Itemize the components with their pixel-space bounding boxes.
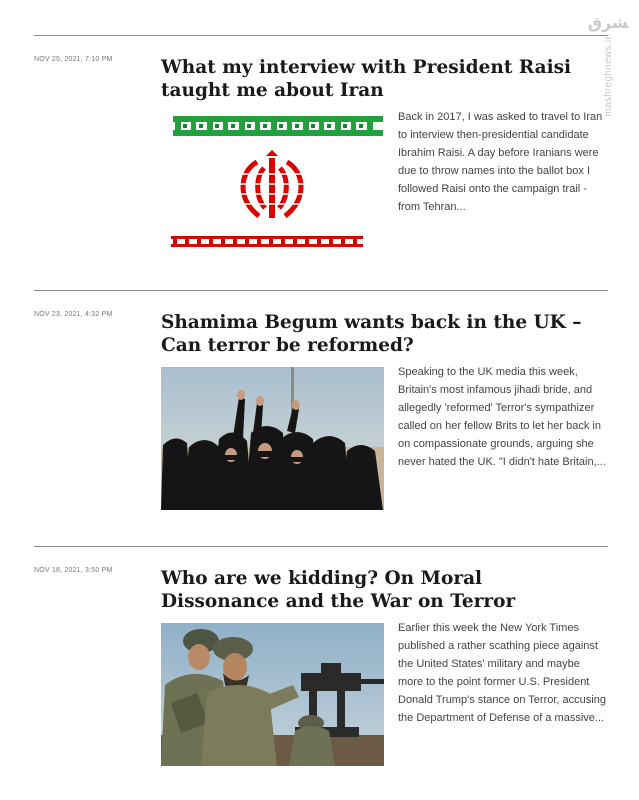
article-date: NOV 18, 2021, 3:50 PM <box>34 567 113 574</box>
article-date: NOV 23, 2021, 4:32 PM <box>34 311 113 318</box>
article-excerpt: Earlier this week the New York Times published a rather scathing piece against the United States' military and maybe more to the point former U.S. President Donald Trump's stance on Terror, accusing the Department of Defense of a massive... <box>398 622 606 724</box>
article-excerpt: Back in 2017, I was asked to travel to Iran to interview then-presidential candidate Ibrahim Raisi. A day before Iranians were due to throw names into the ballot box I followed Raisi onto the campaign trail - from Tehran... <box>398 111 603 213</box>
article-card <box>34 290 608 548</box>
watermark-site: mashreghnews.ir <box>602 36 614 117</box>
iran-flag-image[interactable] <box>161 112 384 255</box>
iran-flag-svg <box>161 112 384 255</box>
soldiers-svg <box>161 623 384 766</box>
article-card <box>34 35 608 293</box>
article-card <box>34 546 608 786</box>
article-title-link[interactable]: Shamima Begum wants back in the UK – Can terror be reformed? <box>161 312 582 356</box>
article-title-link[interactable]: Who are we kidding? On Moral Dissonance and the War on Terror <box>161 568 516 612</box>
veiled-women-photo[interactable] <box>161 367 384 510</box>
article-title-link[interactable]: What my interview with President Raisi taught me about Iran <box>161 57 572 101</box>
watermark-logo: ﺸﺮﻕ <box>587 13 629 32</box>
veiled-women-svg <box>161 367 384 510</box>
article-excerpt: Speaking to the UK media this week, Britain's most infamous jihadi bride, and allegedly 'reformed' Terror's sympathizer called on her fellow Brits to let her back in on compassionate grounds, arguing she never hated the UK. "I didn't hate Britain,... <box>398 366 606 468</box>
article-date: NOV 25, 2021, 7:10 PM <box>34 56 113 63</box>
soldiers-photo[interactable] <box>161 623 384 766</box>
